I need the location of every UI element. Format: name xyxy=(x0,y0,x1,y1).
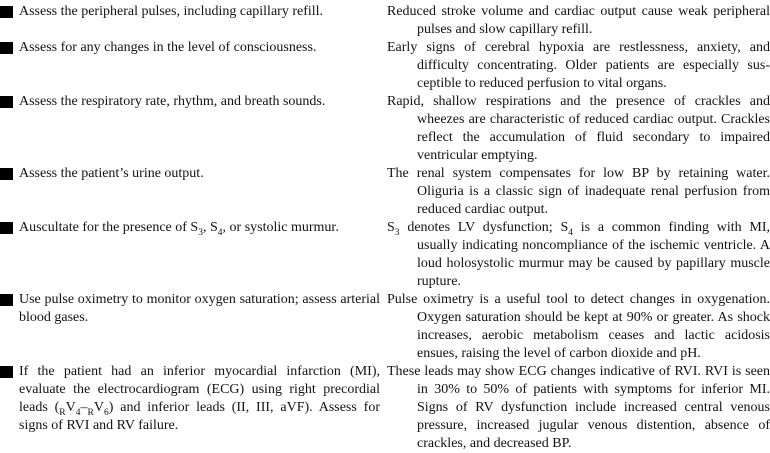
assessment-text: Auscultate for the presence of $S_3$, $S_4$, or systolic murmur. xyxy=(19,220,339,238)
assessment-cell xyxy=(0,3,380,39)
rationale-text: $S_3$ denotes LV dysfunction; $S_4$ is a common finding with MI, usually indicating noncompliance of the ischemic ventricle. A loud holosystolic murmur may be caused by papillary muscle rupture. xyxy=(387,220,770,289)
assessment-text: Assess the respiratory rate, rhythm, and breath sounds. xyxy=(19,94,326,109)
assessment-cell xyxy=(0,291,380,363)
assessment-cell xyxy=(0,165,380,219)
bullet-square-icon xyxy=(0,366,13,378)
rationale-text: Reduced stroke volume and cardiac output cause weak peripheral pulses and slow capillary refill. xyxy=(387,4,770,37)
bullet-square-icon xyxy=(0,168,13,180)
bullet-square-icon xyxy=(0,42,13,54)
bullet-square-icon xyxy=(0,96,13,108)
rationale-text: Rapid, shallow respirations and the presence of crackles and wheezes are characteristic of reduced cardiac output. Crackles reflect the accumulation of fluid secondary to impaired ventricular emptying. xyxy=(387,94,770,163)
assessment-cell xyxy=(0,363,380,453)
rationale-text: Pulse oximetry is a useful tool to detect changes in oxygenation. Oxygen saturation should be kept at 90% or greater. As shock increases, aerobic metabolism ceases and lactic acidosis ensues, raising the level of carbon dioxide and pH. xyxy=(387,292,770,361)
bullet-square-icon xyxy=(0,294,13,306)
assessment-text: If the patient had an inferior myocardial infarction (MI), evaluate the electrocardiogram (ECG) using right precordial leads $(_RV_4-_RV_6)$ and inferior leads (II, III, aVF). Assess for signs of RVI and RV failure. xyxy=(19,364,380,433)
assessment-text: Assess for any changes in the level of consciousness. xyxy=(19,40,317,55)
bullet-square-icon xyxy=(0,222,13,234)
assessment-cell xyxy=(0,219,380,291)
assessment-cell xyxy=(0,93,380,165)
rationale-text: These leads may show ECG changes indicative of RVI. RVI is seen in 30% to 50% of patients with symptoms for inferior MI. Signs of RV dysfunction include increased central venous pressure, increased jugular venous distention, absence of crackles, and decreased BP. xyxy=(387,364,770,451)
assessment-text: Use pulse oximetry to monitor oxygen saturation; assess arterial blood gases. xyxy=(19,292,380,325)
rationale-text: Early signs of cerebral hypoxia are restlessness, anxiety, and difficulty concentrating. Older patients are especially susceptible to reduced perfusion to vital organs. xyxy=(387,40,770,91)
assessment-text: Assess the peripheral pulses, including capillary refill. xyxy=(19,4,324,19)
assessment-text: Assess the patient’s urine output. xyxy=(19,166,204,181)
bullet-square-icon xyxy=(0,6,13,18)
assessment-cell xyxy=(0,39,380,93)
rationale-text: The renal system compensates for low BP by retaining water. Oliguria is a classic sign of inadequate renal perfusion from reduced cardiac output. xyxy=(387,166,770,217)
